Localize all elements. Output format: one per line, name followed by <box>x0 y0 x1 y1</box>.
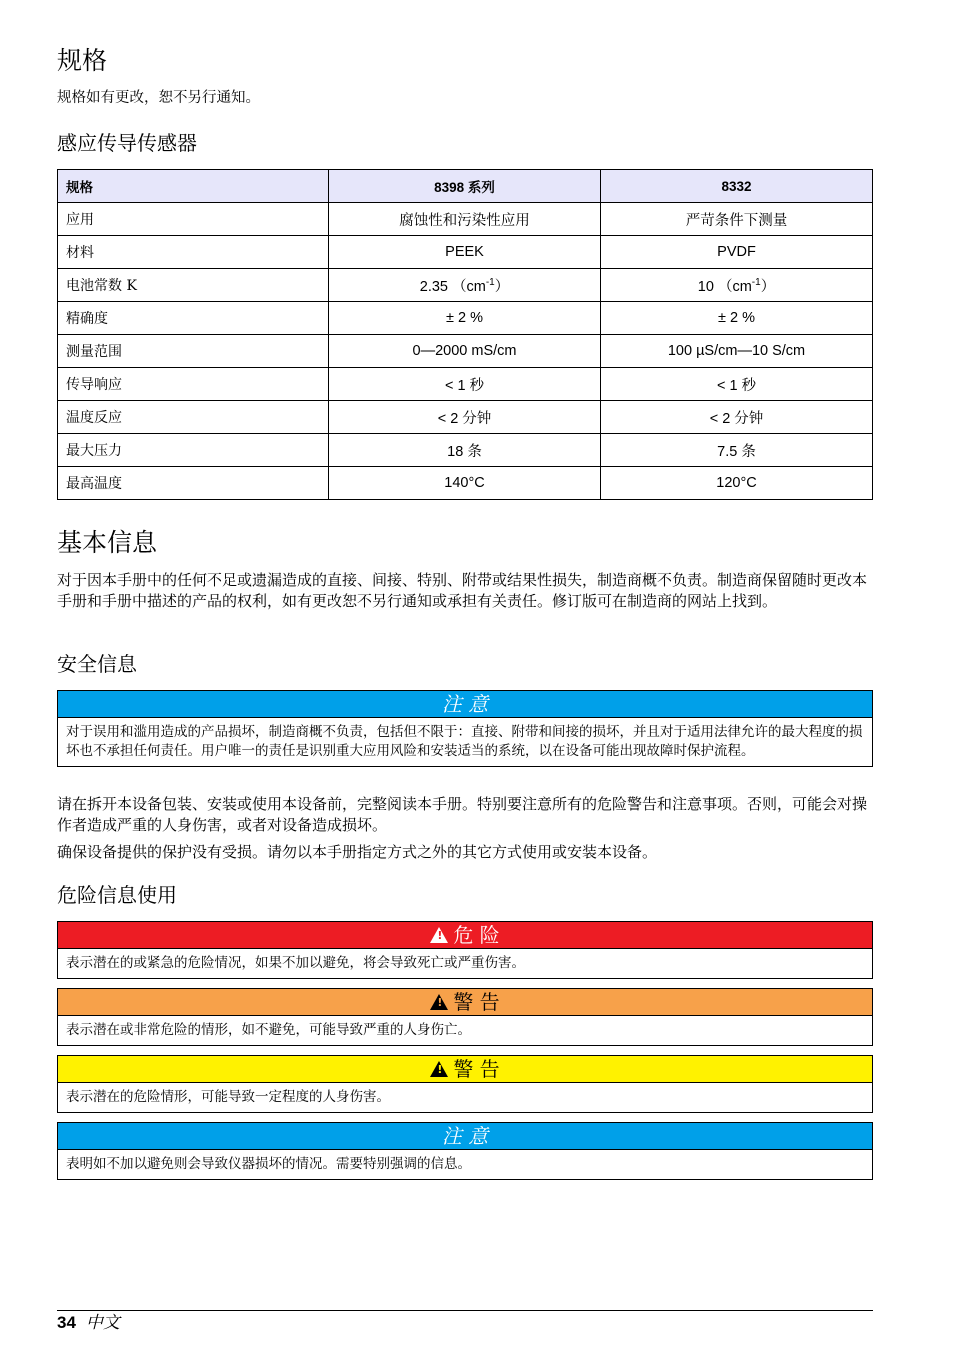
table-row-label: 测量范围 <box>58 335 329 368</box>
table-row-label: 精确度 <box>58 302 329 335</box>
table-cell: 120°C <box>601 467 873 500</box>
spec-note: 规格如有更改，恕不另行通知。 <box>57 90 260 106</box>
warning-triangle-icon: ! <box>430 994 448 1010</box>
warning-label: 警 告 <box>453 990 500 1014</box>
notice-text-2: 表明如不加以避免则会导致仪器损坏的情况。需要特别强调的信息。 <box>66 1156 471 1172</box>
table-cell: < 2 分钟 <box>601 401 873 434</box>
footer-language: 中文 <box>85 1313 120 1333</box>
table-row <box>58 434 873 467</box>
table-cell: 0—2000 mS/cm <box>329 335 601 368</box>
page-number: 34 <box>57 1313 76 1332</box>
table-row-label: 材料 <box>58 236 329 269</box>
caution-box <box>57 1055 873 1113</box>
notice-text: 对于误用和滥用造成的产品损坏，制造商概不负责，包括但不限于：直接、附带和间接的损坏，并且对于适用法律允许的最大程度的损坏也不承担任何责任。用户唯一的责任是识别重大应用风险和安装适当的系统，以在设备可能出现故障时保护流程。 <box>66 724 863 759</box>
table-cell: 140°C <box>329 467 601 500</box>
header-spec: 规格 <box>58 170 329 203</box>
general-title: 基本信息 <box>57 528 158 557</box>
table-row-label: 最高温度 <box>58 467 329 500</box>
notice-box <box>57 690 873 767</box>
footer <box>57 1313 120 1333</box>
warning-triangle-icon: ! <box>430 1061 448 1077</box>
table-row <box>58 269 873 302</box>
danger-text: 表示潜在的或紧急的危险情况，如果不加以避免，将会导致死亡或严重伤害。 <box>66 955 525 971</box>
table-cell: < 2 分钟 <box>329 401 601 434</box>
spec-table <box>57 169 873 500</box>
table-row <box>58 401 873 434</box>
warning-text: 表示潜在或非常危险的情形，如不避免，可能导致严重的人身伤亡。 <box>66 1022 471 1038</box>
table-cell: 严苛条件下测量 <box>601 203 873 236</box>
table-row <box>58 368 873 401</box>
table-cell: 7.5 条 <box>601 434 873 467</box>
table-cell: PVDF <box>601 236 873 269</box>
table-cell: ± 2 % <box>329 302 601 335</box>
table-cell: PEEK <box>329 236 601 269</box>
danger-label: 危 险 <box>453 923 500 947</box>
table-row-label: 传导响应 <box>58 368 329 401</box>
footer-rule <box>57 1310 873 1311</box>
spec-title: 规格 <box>57 46 108 75</box>
table-cell: < 1 秒 <box>601 368 873 401</box>
caution-text: 表示潜在的危险情形，可能导致一定程度的人身伤害。 <box>66 1089 390 1105</box>
table-row-label: 电池常数 K <box>58 269 329 302</box>
table-cell: < 1 秒 <box>329 368 601 401</box>
notice-header-2: 注 意 <box>58 1123 872 1150</box>
table-row-label: 应用 <box>58 203 329 236</box>
table-cell: 18 条 <box>329 434 601 467</box>
caution-header <box>58 1056 872 1083</box>
table-cell: 100 µS/cm—10 S/cm <box>601 335 873 368</box>
table-cell: 2.35 $(cm^{-1})$ <box>329 269 601 302</box>
table-cell: 腐蚀性和污染性应用 <box>329 203 601 236</box>
table-row <box>58 203 873 236</box>
table-row-label: 温度反应 <box>58 401 329 434</box>
table-row <box>58 302 873 335</box>
warning-triangle-icon: ! <box>430 927 448 943</box>
notice-box-2 <box>57 1122 873 1180</box>
header-8332: 8332 <box>601 170 873 203</box>
warning-box <box>57 988 873 1046</box>
table-row-label: 最大压力 <box>58 434 329 467</box>
general-paragraph: 对于因本手册中的任何不足或遗漏造成的直接、间接、特别、附带或结果性损失，制造商概不负责。制造商保留随时更改本手册和手册中描述的产品的权利，如有更改恕不另行通知或承担有关责任。修订版可在制造商的网站上找到。 <box>57 571 868 610</box>
table-cell: ± 2 % <box>601 302 873 335</box>
warning-header <box>58 989 872 1016</box>
sensor-subtitle: 感应传导传感器 <box>57 131 197 155</box>
table-row <box>58 335 873 368</box>
danger-box <box>57 921 873 979</box>
table-header-row <box>58 170 873 203</box>
safety-title: 安全信息 <box>57 652 137 676</box>
table-row <box>58 467 873 500</box>
notice-header: 注 意 <box>58 691 872 718</box>
table-cell: 10 $(cm^{-1})$ <box>601 269 873 302</box>
header-8398: 8398 系列 <box>329 170 601 203</box>
safety-paragraph-2: 确保设备提供的保护没有受损。请勿以本手册指定方式之外的其它方式使用或安装本设备。 <box>57 843 658 861</box>
caution-label: 警 告 <box>453 1057 500 1081</box>
hazard-title: 危险信息使用 <box>57 883 177 907</box>
danger-header <box>58 922 872 949</box>
safety-paragraph-1: 请在拆开本设备包装、安装或使用本设备前，完整阅读本手册。特别要注意所有的危险警告和注意事项。否则，可能会对操作者造成严重的人身伤害，或者对设备造成损坏。 <box>57 795 868 834</box>
table-row <box>58 236 873 269</box>
